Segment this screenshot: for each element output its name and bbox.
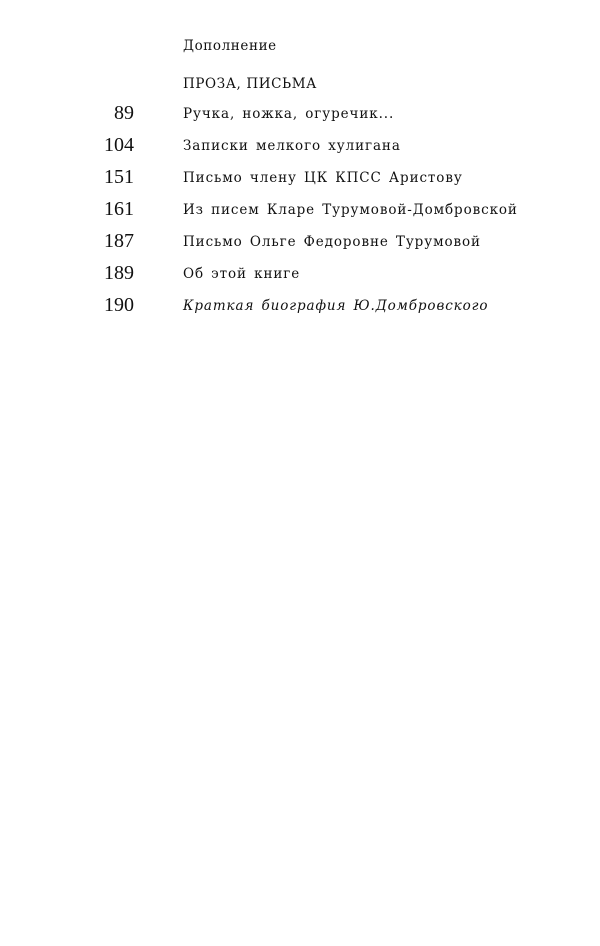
entry-title: Письмо члену ЦК КПСС Аристову	[183, 170, 463, 186]
section-title: ПРОЗА, ПИСЬМА	[183, 76, 317, 92]
page-number: 104	[104, 134, 134, 156]
entry-title: Краткая биография Ю.Домбровского	[183, 298, 489, 314]
page-number: 151	[104, 166, 134, 188]
page-number: 187	[104, 230, 134, 252]
entry-title: Записки мелкого хулигана	[183, 138, 401, 154]
toc-entry	[0, 133, 600, 157]
toc-entry	[0, 101, 600, 125]
page-number: 161	[104, 198, 134, 220]
entry-title: Ручка, ножка, огуречик...	[183, 106, 395, 122]
toc-entry	[0, 261, 600, 285]
toc-entry	[0, 293, 600, 317]
page-number: 189	[104, 262, 134, 284]
part-title: Дополнение	[183, 38, 277, 54]
page-number: 190	[104, 294, 134, 316]
toc-entry	[0, 197, 600, 221]
page-number: 89	[114, 102, 134, 124]
entry-title: Об этой книге	[183, 266, 301, 282]
entry-title: Из писем Кларе Турумовой-Домбровской	[183, 202, 518, 218]
toc-entry	[0, 229, 600, 253]
entry-title: Письмо Ольге Федоровне Турумовой	[183, 234, 481, 250]
toc-entry	[0, 165, 600, 189]
